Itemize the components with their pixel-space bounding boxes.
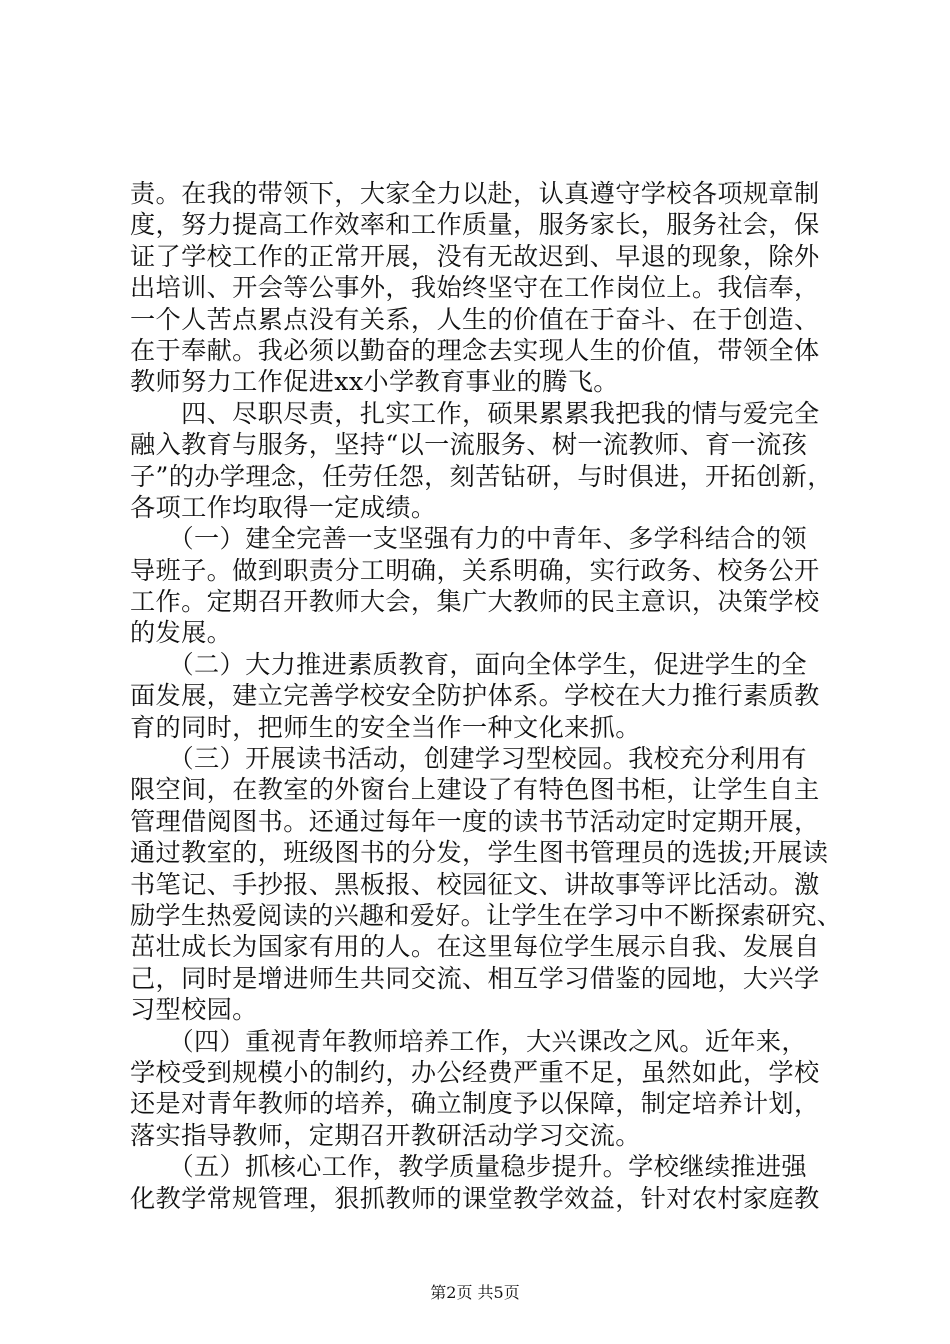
text-line: 落实指导教师，定期召开教研活动学习交流。	[130, 1120, 641, 1150]
text-line: 限空间，在教室的外窗台上建设了有特色图书柜，让学生自主	[130, 775, 820, 805]
text-line: 教师努力工作促进xx小学教育事业的腾飞。	[130, 367, 619, 397]
text-line: 励学生热爱阅读的兴趣和爱好。让学生在学习中不断探索研究、	[130, 900, 843, 930]
text-line: 还是对青年教师的培养，确立制度予以保障，制定培养计划，	[130, 1089, 820, 1119]
text-line: 育的同时，把师生的安全当作一种文化来抓。	[130, 712, 641, 742]
text-line: 化教学常规管理，狠抓教师的课堂教学效益，针对农村家庭教	[130, 1183, 820, 1213]
text-line: 融入教育与服务，坚持“以一流服务、树一流教师、育一流孩	[130, 430, 808, 460]
text-line: 四、尽职尽责，扎实工作，硕果累累我把我的情与爱完全	[130, 398, 820, 428]
text-line: 责。在我的带领下，大家全力以赴，认真遵守学校各项规章制	[130, 179, 820, 208]
text-line: （二）大力推进素质教育，面向全体学生，促进学生的全	[130, 649, 807, 679]
text-line: 度，努力提高工作效率和工作质量，服务家长，服务社会，保	[130, 210, 820, 240]
text-line: 管理借阅图书。还通过每年一度的读书节活动定时定期开展，	[130, 806, 820, 836]
text-line: 学校受到规模小的制约，办公经费严重不足，虽然如此，学校	[130, 1057, 820, 1087]
page-number: 第2页 共5页	[430, 1283, 520, 1302]
text-line: 子”的办学理念，任劳任怨，刻苦钻研，与时俱进，开拓创新，	[130, 461, 833, 491]
text-line: 书笔记、手抄报、黑板报、校园征文、讲故事等评比活动。激	[130, 869, 820, 899]
text-line: 一个人苦点累点没有关系，人生的价值在于奋斗、在于创造、	[130, 304, 820, 334]
text-line: 出培训、开会等公事外，我始终坚守在工作岗位上。我信奉，	[130, 273, 820, 303]
text-line: 面发展，建立完善学校安全防护体系。学校在大力推行素质教	[130, 681, 820, 711]
text-line: 通过教室的，班级图书的分发，学生图书管理员的选拔;开展读	[130, 838, 829, 868]
text-line: 习型校园。	[130, 995, 258, 1025]
text-line: 茁壮成长为国家有用的人。在这里每位学生展示自我、发展自	[130, 932, 820, 962]
text-line: 证了学校工作的正常开展，没有无故迟到、早退的现象，除外	[130, 241, 820, 271]
text-line: 的发展。	[130, 618, 233, 648]
text-line: （三）开展读书活动，创建学习型校园。我校充分利用有	[130, 744, 807, 774]
text-line: 在于奉献。我必须以勤奋的理念去实现人生的价值，带领全体	[130, 335, 820, 365]
text-line: 工作。定期召开教师大会，集广大教师的民主意识，决策学校	[130, 587, 820, 617]
text-line: 己，同时是增进师生共同交流、相互学习借鉴的园地，大兴学	[130, 963, 820, 993]
text-line: 导班子。做到职责分工明确，关系明确，实行政务、校务公开	[130, 555, 820, 585]
document-body	[130, 178, 842, 1214]
text-line: （五）抓核心工作，教学质量稳步提升。学校继续推进强	[130, 1152, 807, 1182]
page-footer	[0, 1283, 950, 1303]
text-line: （四）重视青年教师培养工作，大兴课改之风。近年来，	[130, 1026, 807, 1056]
text-line: 各项工作均取得一定成绩。	[130, 492, 437, 522]
text-line: （一）建全完善一支坚强有力的中青年、多学科结合的领	[130, 524, 807, 554]
